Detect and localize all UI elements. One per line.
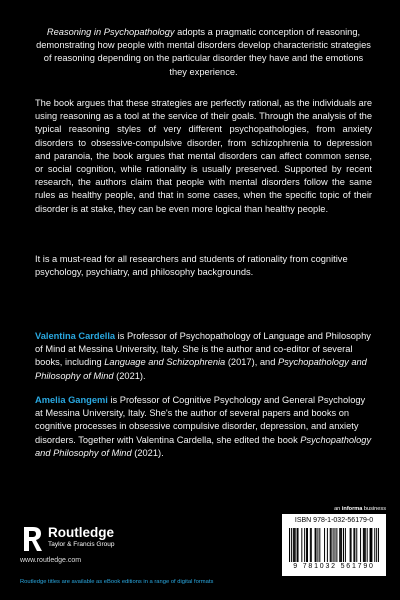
- barcode-bar: [315, 528, 316, 562]
- barcode-bar: [324, 528, 325, 562]
- blurb-intro: [35, 26, 372, 79]
- barcode-bar: [367, 528, 368, 562]
- barcode-bar: [293, 528, 294, 562]
- barcode-bar: [327, 528, 328, 562]
- routledge-r-logo-icon: [20, 525, 44, 553]
- publisher-group: Taylor & Francis Group: [48, 541, 115, 548]
- author-bio-text: is Professor of Cognitive Psychology and General Psychology at Messina University, Italy. She's the author of several papers and books on cognitive processes in obsessive compulsive disorder, depression, and anxiety disorders. Together with Valentina Cardella, she edited the book: [35, 395, 366, 445]
- barcode-bar: [343, 528, 344, 562]
- barcode-bar: [294, 528, 295, 562]
- barcode-bar: [341, 528, 342, 562]
- barcode-bar: [319, 528, 320, 562]
- barcode-bar: [310, 528, 311, 562]
- barcode-bars: [289, 528, 379, 562]
- author-bio-text: is Professor of Psychopathology of Language and Philosophy of Mind at Messina University, Italy. She is the author and co-editor of several books, including: [35, 331, 371, 368]
- author-name: Amelia Gangemi: [35, 395, 108, 405]
- publisher-url[interactable]: www.routledge.com: [20, 557, 82, 564]
- blurb-body: The book argues that these strategies are perfectly rational, as the individuals are using reasoning as a tool at the service of their goals. Through the analysis of the typical reasoning styles of very different psychopathologies, from anxiety disorders to obsessive-compulsive disorder, from schizophrenia to depression and paranoia, the book argues that mental disorders can affect common sense, or social cognition, while rationality is usually preserved. Supported by recent research, the authors claim that people with mental disorders follow the same rules as healthy people, and that in some cases, when the specific topic of their disorder is at stake, they can be even more logical than healthy people.: [35, 98, 372, 214]
- isbn-label: ISBN 978-1-032-56179-0: [294, 517, 374, 524]
- informa-brand: informa: [341, 506, 363, 512]
- barcode-digits: 9 781032 561790: [293, 563, 375, 570]
- blurb-intro-text: adopts a pragmatic conception of reasoning, demonstrating how people with mental disorders develop characteristic strategies of reasoning depending on the particular disorder they have and the emotions they experience.: [36, 27, 371, 77]
- barcode-bar: [370, 528, 371, 562]
- author-bio-text: (2021).: [131, 447, 164, 458]
- barcode-bar: [365, 528, 366, 562]
- barcode-bar: [364, 528, 365, 562]
- author-bio-text: (2017), and: [225, 357, 278, 368]
- barcode-bar: [311, 528, 312, 562]
- barcode-bar: [370, 528, 371, 562]
- barcode-bar: [334, 528, 335, 562]
- barcode-bar: [307, 528, 308, 562]
- barcode-bar: [331, 528, 332, 562]
- barcode-bar: [336, 528, 337, 562]
- barcode-bar: [339, 528, 340, 562]
- author-bio-cardella: [35, 330, 372, 383]
- barcode-bar: [330, 528, 331, 562]
- barcode-bar: [297, 528, 298, 562]
- barcode-bar: [301, 528, 302, 562]
- barcode-bar: [354, 528, 355, 562]
- ebook-note: Routledge titles are available as eBook editions in a range of digital formats: [20, 579, 214, 585]
- barcode-bar: [291, 528, 292, 562]
- barcode-bar: [356, 528, 357, 562]
- barcode-bar: [306, 528, 307, 562]
- barcode-bar: [340, 528, 341, 562]
- publisher-name: Routledge: [48, 525, 114, 540]
- informa-business-label: an informa business: [334, 506, 386, 512]
- barcode-bar: [295, 528, 296, 562]
- author-name: Valentina Cardella: [35, 331, 116, 341]
- barcode-bar: [304, 528, 305, 562]
- barcode-bar: [363, 528, 364, 562]
- blurb-audience: It is a must-read for all researchers and students of rationality from cognitive psychology, psychiatry, and philosophy backgrounds.: [35, 254, 348, 278]
- book-title: Language and Schizophrenia: [104, 357, 226, 368]
- barcode-bar: [378, 528, 379, 562]
- barcode-bar: [371, 528, 372, 562]
- barcode-bar: [350, 528, 351, 562]
- barcode-bar: [351, 528, 352, 562]
- barcode-panel: [282, 514, 386, 576]
- barcode-bar: [353, 528, 354, 562]
- barcode-bar: [376, 528, 377, 562]
- book-title: Psychopathology and Philosophy of Mind: [35, 357, 367, 381]
- barcode-bar: [360, 528, 361, 562]
- barcode-bar: [289, 528, 290, 562]
- author-bio-text: (2021).: [113, 370, 146, 381]
- book-title: Psychopathology and Philosophy of Mind: [35, 434, 372, 458]
- barcode-bar: [345, 528, 346, 562]
- barcode-bar: [316, 528, 317, 562]
- barcode-bar: [298, 528, 299, 562]
- barcode-bar: [333, 528, 334, 562]
- book-title: Reasoning in Psychopathology: [46, 27, 175, 37]
- author-bio-gangemi: [35, 394, 372, 460]
- barcode-bar: [317, 528, 318, 562]
- barcode-bar: [374, 528, 375, 562]
